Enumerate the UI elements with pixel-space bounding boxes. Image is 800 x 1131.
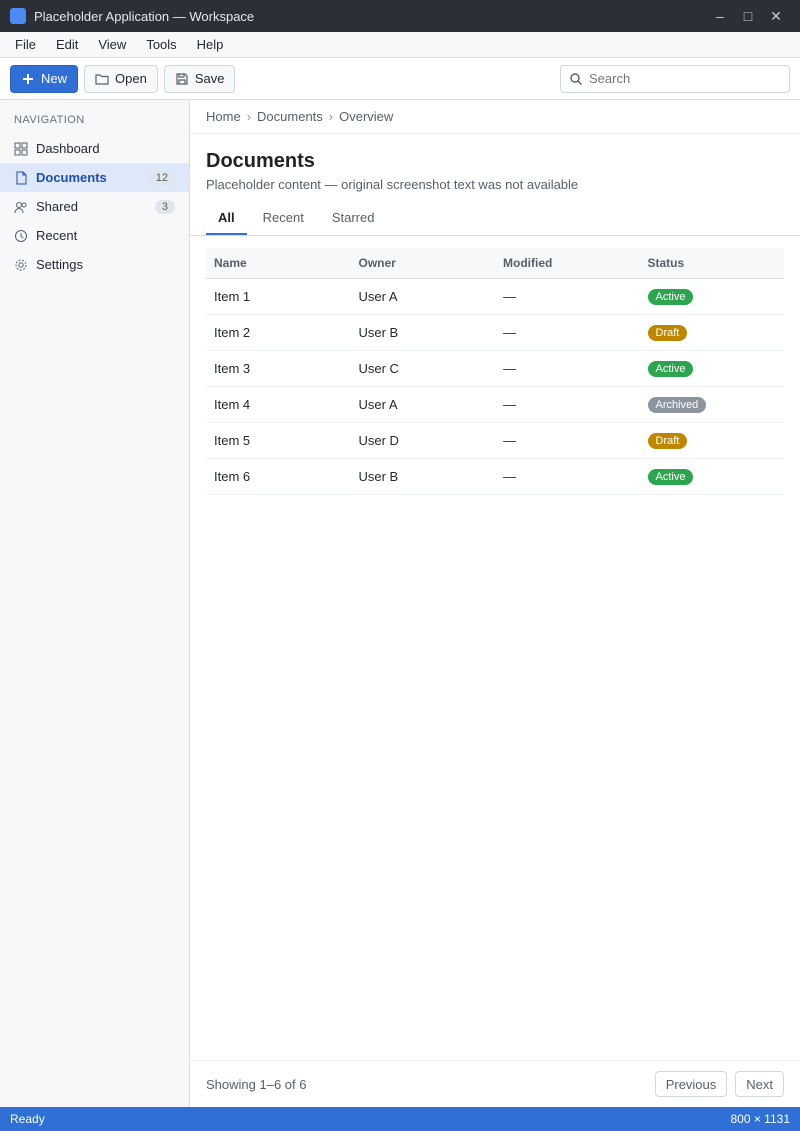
menu-file[interactable]: File bbox=[15, 37, 36, 52]
open-button-label: Open bbox=[115, 71, 147, 86]
previous-page-button[interactable]: Previous bbox=[655, 1071, 728, 1097]
sidebar-item-label: Documents bbox=[36, 170, 107, 185]
table-cell-status bbox=[640, 315, 785, 351]
save-icon bbox=[175, 72, 189, 86]
tab-bar bbox=[190, 202, 800, 236]
table-row[interactable] bbox=[206, 459, 784, 495]
app-logo-icon bbox=[10, 8, 26, 24]
clock-icon bbox=[14, 229, 28, 243]
plus-icon bbox=[21, 72, 35, 86]
status-badge: Active bbox=[648, 469, 694, 485]
table-cell-modified: — bbox=[495, 351, 640, 387]
table-cell-owner: User B bbox=[351, 459, 496, 495]
page-header bbox=[190, 134, 800, 202]
status-text: Ready bbox=[10, 1112, 45, 1126]
save-button[interactable] bbox=[164, 65, 236, 93]
search-box[interactable] bbox=[560, 65, 790, 93]
sidebar-item-documents[interactable] bbox=[0, 163, 189, 192]
table-header-row bbox=[206, 248, 784, 279]
search-input[interactable] bbox=[589, 71, 781, 86]
sidebar-item-count: 12 bbox=[149, 171, 175, 185]
pagination bbox=[190, 1060, 800, 1107]
sidebar-item-label: Dashboard bbox=[36, 141, 100, 156]
close-icon[interactable]: ✕ bbox=[770, 7, 782, 24]
menu-bar bbox=[0, 32, 800, 58]
folder-icon bbox=[95, 72, 109, 86]
table-cell-name: Item 5 bbox=[206, 423, 351, 459]
documents-table bbox=[206, 248, 784, 495]
table-cell-modified: — bbox=[495, 423, 640, 459]
breadcrumb-documents[interactable]: Documents bbox=[257, 109, 323, 124]
table-row[interactable] bbox=[206, 279, 784, 315]
table-row[interactable] bbox=[206, 423, 784, 459]
table-cell-modified: — bbox=[495, 459, 640, 495]
page-title: Documents bbox=[206, 150, 315, 172]
table-container bbox=[190, 236, 800, 1060]
sidebar-heading: NAVIGATION bbox=[14, 114, 85, 126]
table-cell-owner: User D bbox=[351, 423, 496, 459]
grid-icon bbox=[14, 142, 28, 156]
gear-icon bbox=[14, 258, 28, 272]
new-button-label: New bbox=[41, 71, 68, 86]
sidebar-item-dashboard[interactable] bbox=[0, 134, 189, 163]
window-title: Placeholder Application — Workspace bbox=[34, 8, 255, 24]
page-subtitle: Placeholder content — original screenshot text was not available bbox=[206, 177, 579, 192]
content-area bbox=[0, 100, 800, 1107]
table-body bbox=[206, 279, 784, 495]
sidebar-item-shared[interactable] bbox=[0, 192, 189, 221]
tab-all[interactable]: All bbox=[206, 202, 247, 235]
table-cell-status bbox=[640, 387, 785, 423]
sidebar-item-label: Recent bbox=[36, 228, 78, 243]
new-button[interactable] bbox=[10, 65, 78, 93]
sidebar-item-recent[interactable] bbox=[0, 221, 189, 250]
maximize-icon[interactable]: □ bbox=[743, 8, 753, 24]
users-icon bbox=[14, 200, 28, 214]
status-dimensions: 800 × 1131 bbox=[730, 1112, 790, 1126]
table-cell-owner: User A bbox=[351, 279, 496, 315]
table-cell-status bbox=[640, 423, 785, 459]
status-badge: Draft bbox=[648, 433, 688, 449]
status-bar bbox=[0, 1107, 800, 1131]
table-cell-owner: User A bbox=[351, 387, 496, 423]
save-button-label: Save bbox=[194, 71, 225, 86]
tab-starred[interactable]: Starred bbox=[331, 210, 375, 225]
breadcrumb-current: Overview bbox=[339, 109, 394, 124]
table-cell-name: Item 6 bbox=[206, 459, 351, 495]
title-bar[interactable] bbox=[0, 0, 800, 32]
table-row[interactable] bbox=[206, 315, 784, 351]
status-badge: Draft bbox=[648, 325, 688, 341]
main-panel bbox=[190, 100, 800, 1107]
sidebar bbox=[0, 100, 190, 1107]
sidebar-item-label: Settings bbox=[36, 257, 83, 272]
column-header-status[interactable]: Status bbox=[640, 248, 785, 279]
column-header-modified[interactable]: Modified bbox=[495, 248, 640, 279]
menu-tools[interactable]: Tools bbox=[146, 37, 177, 52]
breadcrumb-home[interactable]: Home bbox=[206, 109, 241, 124]
table-cell-status bbox=[640, 279, 785, 315]
sidebar-item-count: 3 bbox=[155, 200, 175, 214]
column-header-owner[interactable]: Owner bbox=[351, 248, 496, 279]
sidebar-item-label: Shared bbox=[36, 199, 78, 214]
table-cell-name: Item 3 bbox=[206, 351, 351, 387]
table-row[interactable] bbox=[206, 387, 784, 423]
breadcrumb-separator-icon: › bbox=[328, 109, 334, 124]
menu-edit[interactable]: Edit bbox=[55, 37, 79, 52]
menu-help[interactable]: Help bbox=[196, 37, 224, 52]
tab-recent[interactable]: Recent bbox=[262, 210, 304, 225]
column-header-name[interactable]: Name bbox=[206, 248, 351, 279]
minimize-icon[interactable]: – bbox=[716, 8, 724, 24]
table-cell-status bbox=[640, 459, 785, 495]
table-cell-name: Item 2 bbox=[206, 315, 351, 351]
table-cell-modified: — bbox=[495, 279, 640, 315]
table-cell-status bbox=[640, 351, 785, 387]
table-cell-name: Item 4 bbox=[206, 387, 351, 423]
status-badge: Active bbox=[648, 289, 694, 305]
table-cell-owner: User B bbox=[351, 315, 496, 351]
breadcrumb-separator-icon: › bbox=[246, 109, 252, 124]
status-badge: Archived bbox=[648, 397, 707, 413]
open-button[interactable] bbox=[84, 65, 158, 93]
table-cell-owner: User C bbox=[351, 351, 496, 387]
menu-view[interactable]: View bbox=[98, 37, 127, 52]
table-cell-modified: — bbox=[495, 315, 640, 351]
breadcrumb bbox=[190, 100, 800, 134]
table-row[interactable] bbox=[206, 351, 784, 387]
search-icon bbox=[569, 72, 583, 86]
toolbar bbox=[0, 58, 800, 100]
next-page-button[interactable]: Next bbox=[735, 1071, 784, 1097]
sidebar-item-settings[interactable] bbox=[0, 250, 189, 279]
table-cell-name: Item 1 bbox=[206, 279, 351, 315]
pagination-summary: Showing 1–6 of 6 bbox=[206, 1076, 307, 1092]
status-badge: Active bbox=[648, 361, 694, 377]
document-icon bbox=[14, 171, 28, 185]
table-cell-modified: — bbox=[495, 387, 640, 423]
